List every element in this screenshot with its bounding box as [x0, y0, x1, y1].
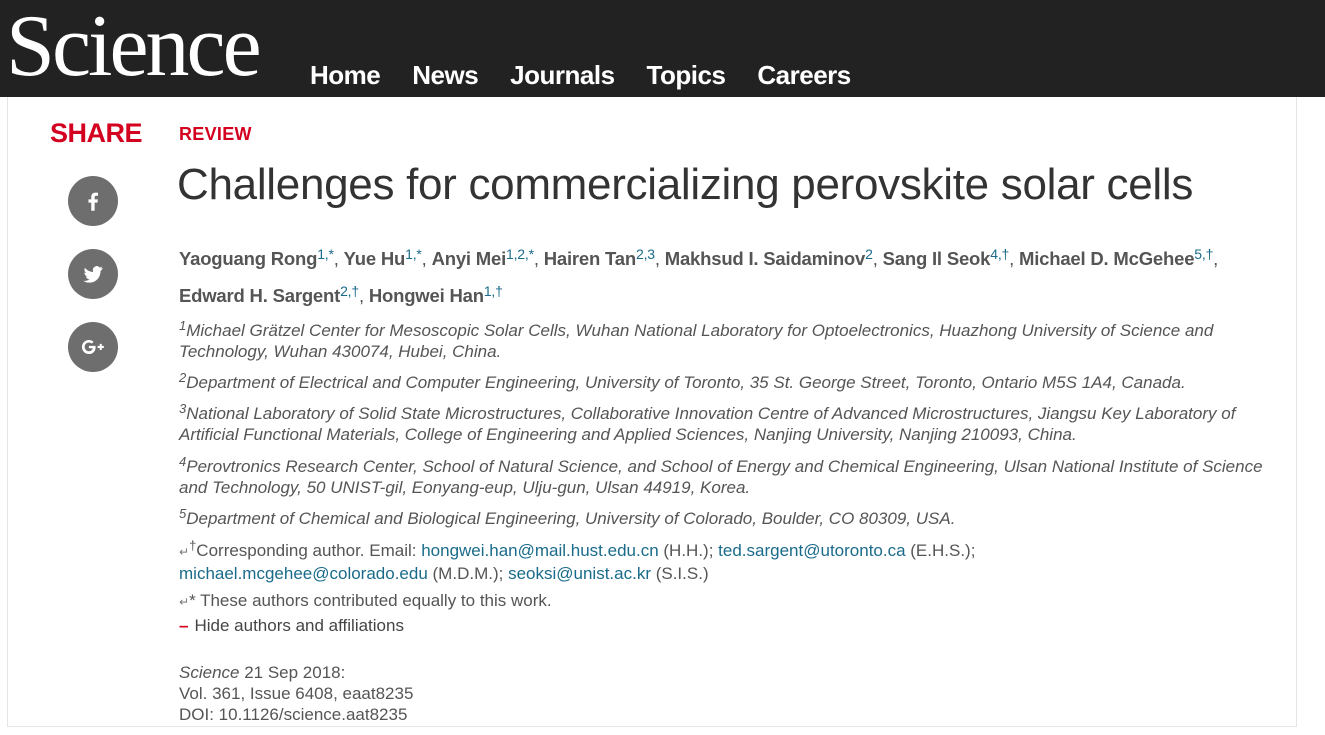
author-initials: (M.D.M.);: [427, 564, 509, 583]
nav-home[interactable]: Home: [310, 60, 381, 90]
hide-authors-label: Hide authors and affiliations: [194, 616, 404, 635]
author-affiliation-marker[interactable]: 5,†: [1194, 246, 1214, 262]
nav-careers[interactable]: Careers: [757, 60, 851, 90]
author-affiliation-marker[interactable]: 2,†: [340, 283, 359, 299]
affiliation-number: 1: [179, 318, 187, 333]
author-list: Yaoguang Rong$^{1,*}$, Yue $Hu^{1,*}$, Anyi Mei$^{1,2,*}$, Hairen Tan$^{2,3}$, Makhsud I. Saidaminov$^2$, Sang Il Seok$^{4,\dagger}$, Michael D. McGehee$^{5,\dagger}$, Edward H. Sargent$^{2,\dagger}$, Hongwei Han$^{1,\dagger}$: [179, 246, 1219, 306]
return-arrow-icon[interactable]: ↵: [179, 545, 190, 559]
affiliation: [179, 398, 1289, 445]
author-name[interactable]: Hairen Tan: [543, 248, 636, 269]
share-label: SHARE: [50, 118, 143, 148]
affiliation-number: 2: [179, 370, 187, 385]
nav-topics[interactable]: Topics: [646, 60, 726, 90]
twitter-share-button[interactable]: [68, 249, 118, 299]
citation-volume: Vol. 361, Issue 6408, eaat8235: [179, 684, 414, 703]
hide-authors-toggle[interactable]: [179, 616, 404, 636]
main-nav: [310, 60, 883, 91]
author-affiliation-marker[interactable]: 4,†: [990, 246, 1010, 262]
author-initials: (S.I.S.): [650, 564, 709, 583]
affiliation-number: 3: [179, 401, 187, 416]
author-name[interactable]: Yaoguang Rong: [179, 248, 318, 269]
google-plus-share-button[interactable]: [68, 322, 118, 372]
article-type-label: REVIEW: [179, 124, 252, 144]
nav-news[interactable]: News: [412, 60, 479, 90]
author-affiliation-marker[interactable]: 2,3: [635, 246, 655, 262]
affiliation-text: Michael Grätzel Center for Mesoscopic Solar Cells, Wuhan National Laboratory for Optoelectronics, Huazhong University of Science and Technology, Wuhan 430074, Hubei, China.: [179, 321, 1214, 361]
author-initials: (E.H.S.);: [905, 541, 976, 560]
email-link[interactable]: ted.sargent@utoronto.ca: [718, 541, 906, 560]
affiliation: [179, 451, 1289, 498]
equal-contribution-text: * These authors contributed equally to this work.: [189, 591, 552, 610]
top-navigation-bar: [0, 0, 1325, 97]
science-logo[interactable]: Science: [6, 0, 259, 95]
google-plus-icon: [80, 334, 106, 360]
affiliation-text: Perovtronics Research Center, School of Natural Science, and School of Energy and Chemical Engineering, Ulsan National Institute of Science and Technology, 50 UNIST-gil, Eonyang-eup, Ulju-gun, Ulsan 44919, Korea.: [179, 457, 1263, 497]
affiliation: [179, 315, 1289, 362]
affiliation: [179, 503, 1289, 529]
author-name[interactable]: Michael D. McGehee: [1019, 248, 1195, 269]
equal-contribution-note: [179, 591, 552, 611]
citation-block: [179, 662, 413, 725]
affiliation-text: Department of Electrical and Computer Engineering, University of Toronto, 35 St. George Street, Toronto, Ontario M5S 1A4, Canada.: [186, 373, 1186, 392]
citation-journal: Science: [179, 663, 240, 682]
author-affiliation-marker[interactable]: 1,†: [483, 283, 503, 299]
return-arrow-icon[interactable]: ↵: [179, 595, 190, 609]
facebook-share-button[interactable]: [68, 176, 118, 226]
dagger-marker: †: [189, 538, 197, 553]
author-name[interactable]: Edward H. Sargent: [179, 285, 341, 306]
author-name[interactable]: Hongwei Han: [368, 285, 484, 306]
facebook-icon: [80, 188, 106, 214]
author-name[interactable]: Yue Hu: [343, 248, 406, 269]
corresponding-author-note: [179, 535, 1289, 584]
minus-icon: –: [179, 616, 189, 635]
email-link[interactable]: hongwei.han@mail.hust.edu.cn: [421, 541, 659, 560]
corresponding-label: Corresponding author. Email:: [196, 541, 422, 560]
author-affiliation-marker[interactable]: 1,*: [405, 246, 422, 262]
affiliation-number: 4: [179, 454, 187, 469]
twitter-icon: [80, 261, 106, 287]
author-name[interactable]: Anyi Mei: [431, 248, 507, 269]
email-link[interactable]: seoksi@unist.ac.kr: [508, 564, 651, 583]
affiliation-number: 5: [179, 506, 187, 521]
article-title: Challenges for commercializing perovskite solar cells: [177, 160, 1194, 209]
author-affiliation-marker[interactable]: 1,*: [317, 246, 334, 262]
author-initials: (H.H.);: [658, 541, 719, 560]
author-name[interactable]: Makhsud I. Saidaminov: [664, 248, 866, 269]
citation-date: 21 Sep 2018:: [239, 663, 346, 682]
nav-journals[interactable]: Journals: [510, 60, 615, 90]
email-link[interactable]: michael.mcgehee@colorado.edu: [179, 564, 428, 583]
author-name[interactable]: Sang Il Seok: [882, 248, 991, 269]
affiliation: [179, 367, 1289, 393]
affiliation-text: National Laboratory of Solid State Microstructures, Collaborative Innovation Centre of Advanced Microstructures, Jiangsu Key Laboratory of Artificial Functional Materials, College of Engineering and Applied Sciences, Nanjing University, Nanjing 210093, China.: [179, 404, 1236, 444]
citation-doi: DOI: 10.1126/science.aat8235: [179, 705, 408, 724]
author-affiliation-marker[interactable]: 2: [865, 246, 873, 262]
citation-journal-line: [179, 662, 413, 683]
affiliation-text: Department of Chemical and Biological Engineering, University of Colorado, Boulder, CO 80309, USA.: [186, 509, 956, 528]
author-affiliation-marker[interactable]: 1,2,*: [506, 246, 534, 262]
